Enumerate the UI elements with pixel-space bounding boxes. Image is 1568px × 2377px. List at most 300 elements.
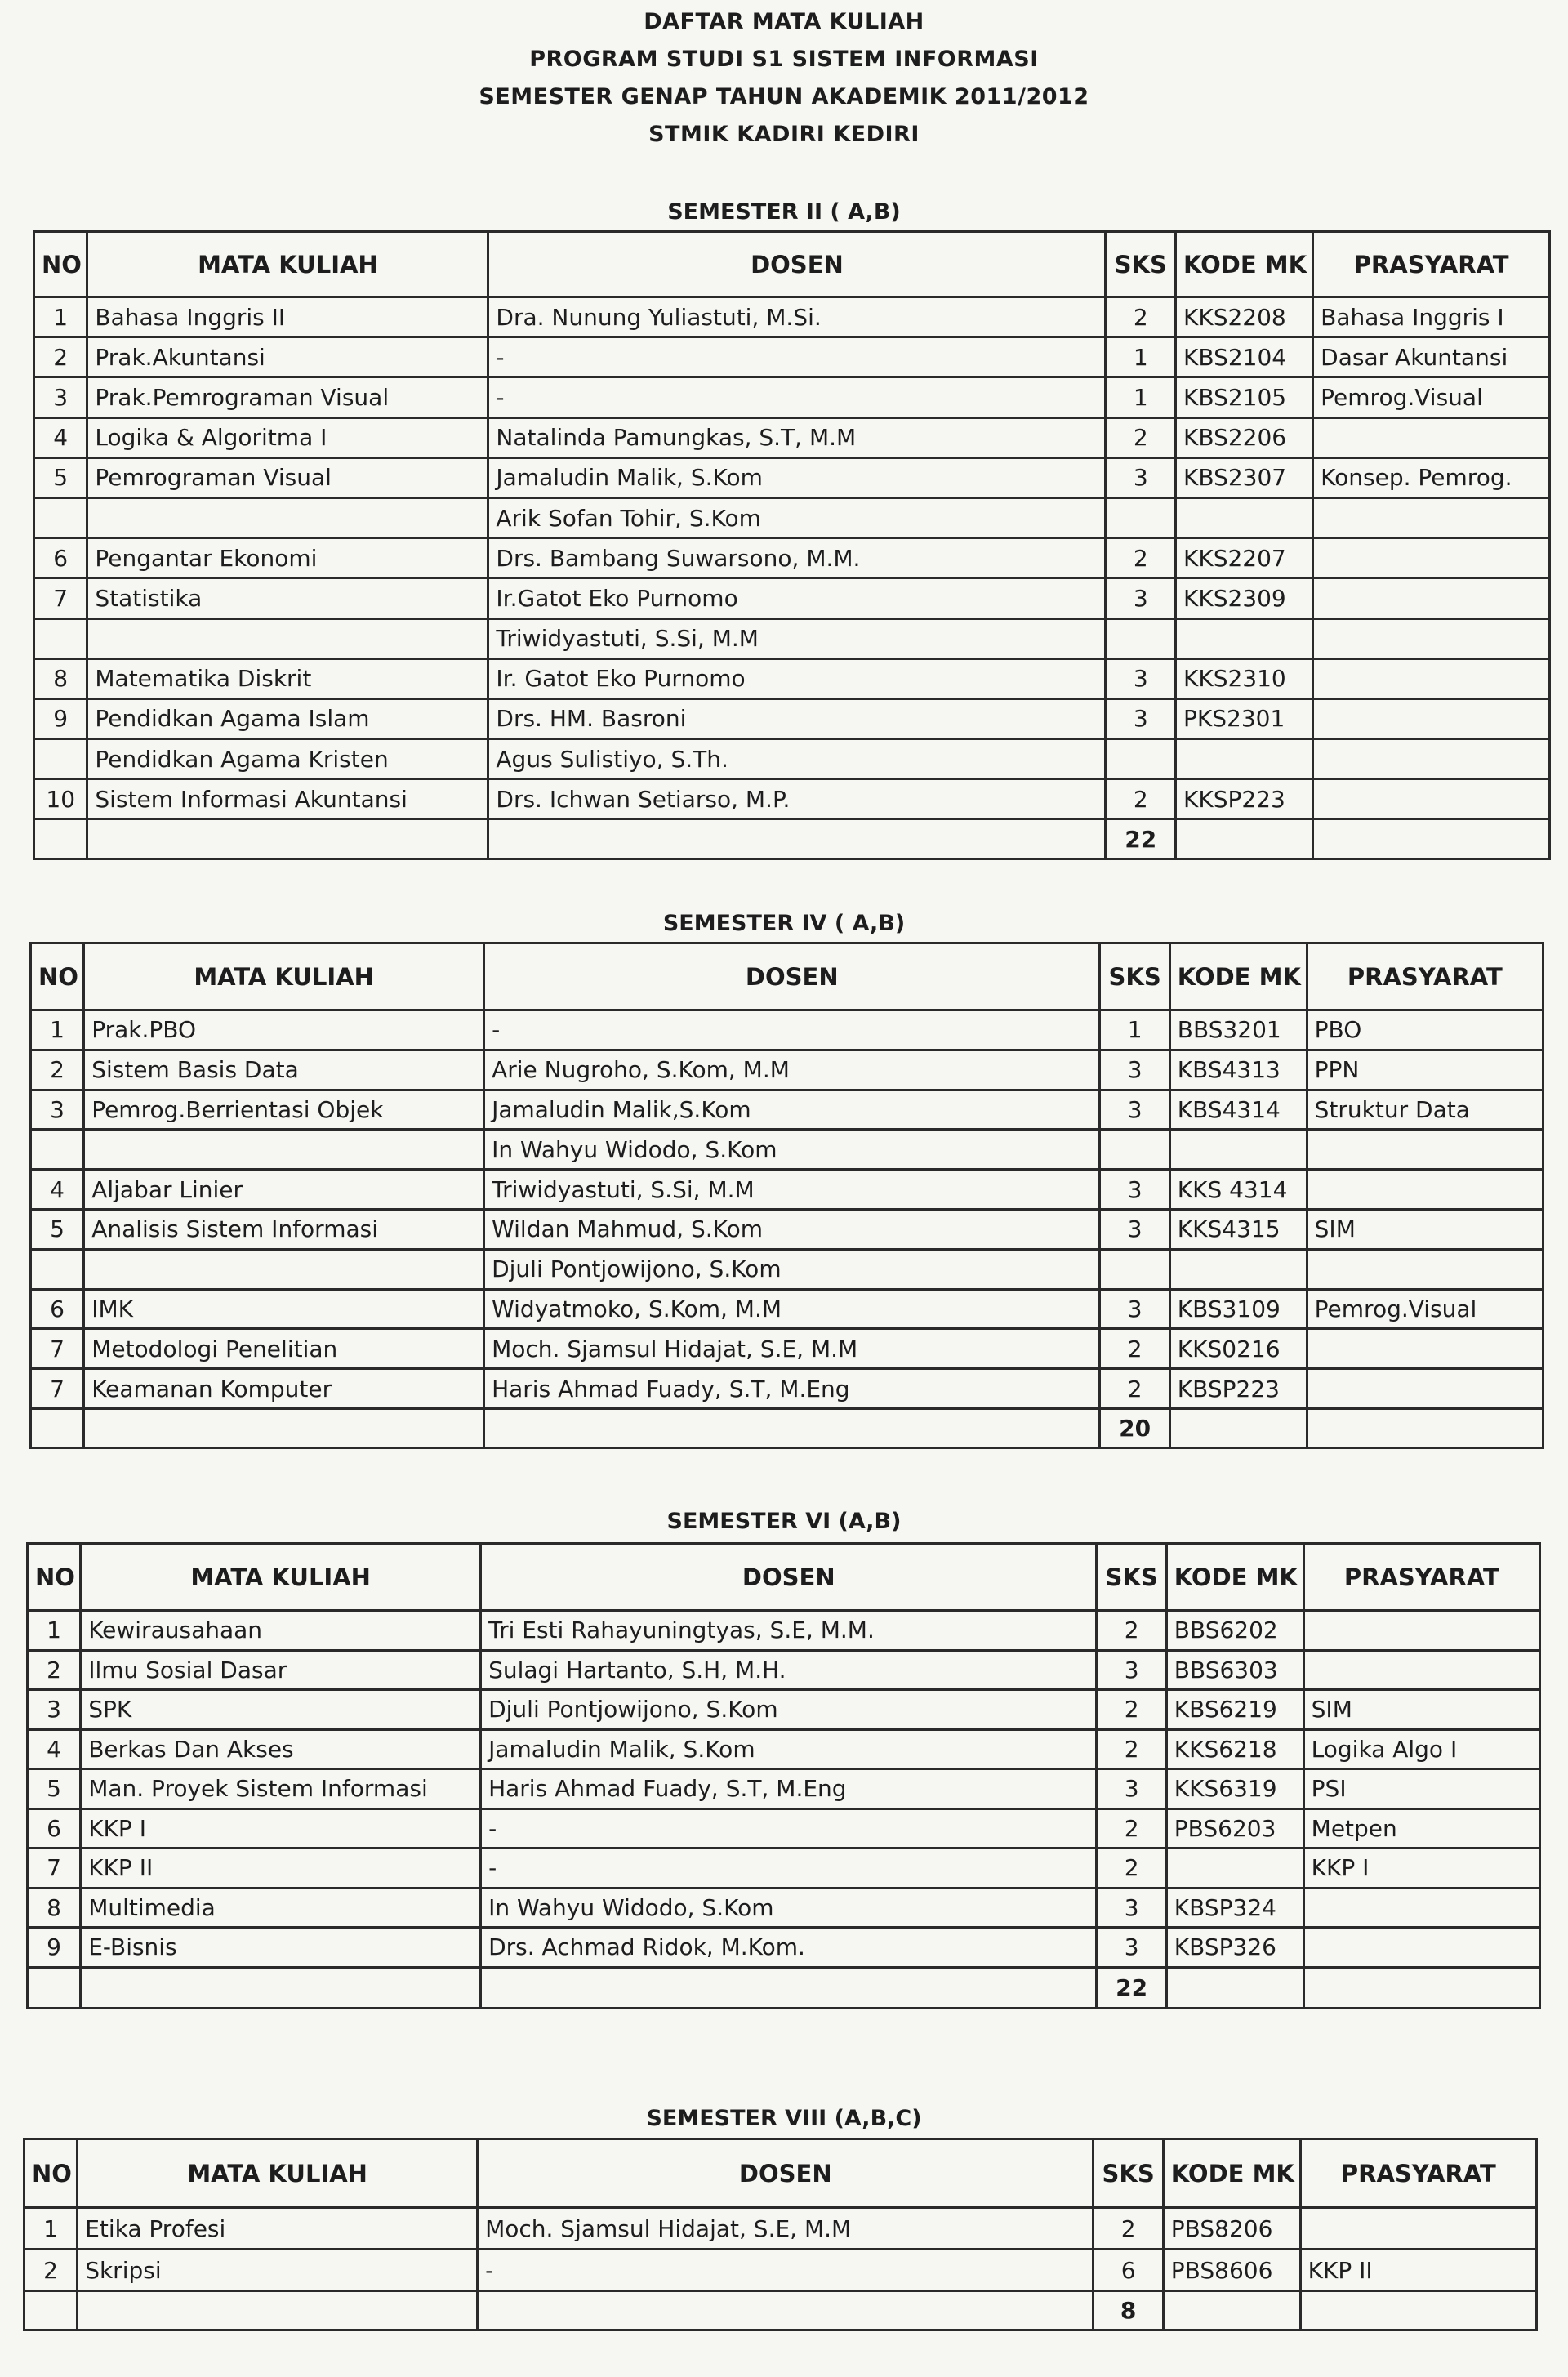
credits-value: 2 (1106, 538, 1176, 578)
course-code: KBS2104 (1175, 337, 1312, 377)
row-number: 1 (34, 297, 87, 337)
course-name: Berkas Dan Akses (81, 1729, 481, 1769)
prerequisite (1303, 1888, 1539, 1928)
prerequisite (1307, 1130, 1543, 1170)
table-row (28, 1650, 1540, 1690)
semester-table (29, 942, 1544, 1449)
credits-value (1106, 618, 1176, 658)
course-name: Multimedia (81, 1888, 481, 1928)
course-code: KKS6218 (1166, 1729, 1303, 1769)
row-number (31, 1130, 84, 1170)
course-name: Sistem Basis Data (84, 1050, 484, 1090)
lecturer-name: Arie Nugroho, S.Kom, M.M (484, 1050, 1100, 1090)
course-name: Pemrog.Berrientasi Objek (84, 1090, 484, 1130)
course-name (87, 618, 488, 658)
lecturer-name: Drs. HM. Basroni (488, 698, 1106, 738)
credits-value: 2 (1100, 1369, 1169, 1409)
row-number: 7 (34, 578, 87, 618)
table-row (34, 457, 1550, 497)
no-header: NO (34, 232, 87, 297)
lecturer-name: Djuli Pontjowijono, S.Kom (484, 1249, 1100, 1289)
table-row (31, 1289, 1544, 1329)
row-number: 1 (28, 1611, 81, 1651)
course-name: Pendidkan Agama Islam (87, 698, 488, 738)
course-code: KKSP223 (1175, 779, 1312, 819)
table-row (34, 658, 1550, 698)
lecturer-name: Ir. Gatot Eko Purnomo (488, 658, 1106, 698)
table-header-row (28, 1544, 1540, 1611)
empty-cell (78, 2291, 478, 2330)
lecturer-header: DOSEN (478, 2139, 1094, 2208)
semester-table (26, 1542, 1541, 2009)
credits-value: 2 (1094, 2208, 1163, 2250)
total-row (28, 1967, 1540, 2008)
row-number: 2 (31, 1050, 84, 1090)
table-row (28, 1928, 1540, 1968)
lecturer-name: Agus Sulistiyo, S.Th. (488, 739, 1106, 779)
empty-cell (1163, 2291, 1300, 2330)
row-number: 4 (34, 417, 87, 457)
prerequisite (1313, 618, 1550, 658)
code-header: KODE MK (1175, 232, 1312, 297)
semester-table (23, 2138, 1538, 2331)
row-number: 9 (34, 698, 87, 738)
row-number: 8 (34, 658, 87, 698)
row-number: 2 (34, 337, 87, 377)
empty-cell (488, 819, 1106, 859)
prerequisite (1313, 779, 1550, 819)
lecturer-name: Widyatmoko, S.Kom, M.M (484, 1289, 1100, 1329)
lecturer-name: - (481, 1808, 1097, 1849)
course-code: KKS2208 (1175, 297, 1312, 337)
prerequisite (1313, 538, 1550, 578)
semester-title: SEMESTER VIII (A,B,C) (646, 2106, 922, 2131)
prerequisite (1313, 739, 1550, 779)
course-code: PBS8206 (1163, 2208, 1300, 2250)
table-row (34, 779, 1550, 819)
course-code: KKS6319 (1166, 1769, 1303, 1809)
lecturer-header: DOSEN (484, 943, 1100, 1010)
course-code: KBS2307 (1175, 457, 1312, 497)
credits-value: 3 (1097, 1769, 1166, 1809)
prerequisite: Pemrog.Visual (1307, 1289, 1543, 1329)
course-header: MATA KULIAH (81, 1544, 481, 1611)
credits-value (1106, 497, 1176, 537)
table-row (31, 1209, 1544, 1249)
empty-cell (484, 1408, 1100, 1447)
row-number (31, 1249, 84, 1289)
empty-cell (1307, 1408, 1543, 1447)
course-name: Pendidkan Agama Kristen (87, 739, 488, 779)
empty-cell (478, 2291, 1094, 2330)
table-row (28, 1888, 1540, 1928)
credits-value: 2 (1097, 1729, 1166, 1769)
total-row (24, 2291, 1537, 2330)
course-header: MATA KULIAH (87, 232, 488, 297)
empty-cell (34, 819, 87, 859)
empty-cell (31, 1408, 84, 1447)
course-code: KBSP324 (1166, 1888, 1303, 1928)
credits-value (1100, 1130, 1169, 1170)
course-code: KBS2206 (1175, 417, 1312, 457)
credits-value (1106, 739, 1176, 779)
lecturer-name: Dra. Nunung Yuliastuti, M.Si. (488, 297, 1106, 337)
prerequisite (1313, 417, 1550, 457)
empty-cell (84, 1408, 484, 1447)
total-credits: 22 (1097, 1967, 1166, 2008)
credits-value: 3 (1100, 1050, 1169, 1090)
credits-value: 3 (1097, 1928, 1166, 1968)
course-name: SPK (81, 1690, 481, 1730)
prerequisite (1303, 1650, 1539, 1690)
lecturer-name: Wildan Mahmud, S.Kom (484, 1209, 1100, 1249)
prerequisite: Pemrog.Visual (1313, 377, 1550, 417)
lecturer-name: Arik Sofan Tohir, S.Kom (488, 497, 1106, 537)
credits-header: SKS (1094, 2139, 1163, 2208)
credits-value: 3 (1097, 1888, 1166, 1928)
course-code: KBS6219 (1166, 1690, 1303, 1730)
credits-value: 2 (1106, 417, 1176, 457)
empty-cell (1175, 819, 1312, 859)
semester-title: SEMESTER II ( A,B) (667, 199, 901, 225)
course-name: Etika Profesi (78, 2208, 478, 2250)
course-name: Sistem Informasi Akuntansi (87, 779, 488, 819)
course-name: Skripsi (78, 2250, 478, 2291)
credits-value: 2 (1106, 297, 1176, 337)
prerequisite (1313, 497, 1550, 537)
row-number: 3 (34, 377, 87, 417)
table-row (34, 417, 1550, 457)
total-credits: 20 (1100, 1408, 1169, 1447)
course-name: Pengantar Ekonomi (87, 538, 488, 578)
row-number (34, 497, 87, 537)
table-header-row (24, 2139, 1537, 2208)
table-row (31, 1369, 1544, 1409)
lecturer-name: Drs. Achmad Ridok, M.Kom. (481, 1928, 1097, 1968)
course-code: BBS6202 (1166, 1611, 1303, 1651)
semester-table (33, 230, 1551, 860)
credits-value: 2 (1097, 1808, 1166, 1849)
row-number: 5 (28, 1769, 81, 1809)
table-header-row (34, 232, 1550, 297)
row-number: 2 (24, 2250, 78, 2291)
row-number: 4 (31, 1170, 84, 1210)
row-number: 9 (28, 1928, 81, 1968)
credits-value: 1 (1100, 1010, 1169, 1050)
course-code: KBS4314 (1169, 1090, 1307, 1130)
lecturer-name: Natalinda Pamungkas, S.T, M.M (488, 417, 1106, 457)
credits-value: 3 (1100, 1090, 1169, 1130)
course-header: MATA KULIAH (84, 943, 484, 1010)
table-row (34, 337, 1550, 377)
row-number: 5 (31, 1209, 84, 1249)
lecturer-name: Triwidyastuti, S.Si, M.M (488, 618, 1106, 658)
row-number: 6 (34, 538, 87, 578)
total-credits: 22 (1106, 819, 1176, 859)
row-number: 5 (34, 457, 87, 497)
course-code: BBS3201 (1169, 1010, 1307, 1050)
course-name: Matematika Diskrit (87, 658, 488, 698)
course-name (87, 497, 488, 537)
course-code (1175, 739, 1312, 779)
credits-value: 2 (1097, 1849, 1166, 1889)
lecturer-name: - (478, 2250, 1094, 2291)
course-code: KKS2309 (1175, 578, 1312, 618)
lecturer-name: Haris Ahmad Fuady, S.T, M.Eng (484, 1369, 1100, 1409)
prerequisite: Logika Algo I (1303, 1729, 1539, 1769)
prerequisite: KKP I (1303, 1849, 1539, 1889)
lecturer-name: - (484, 1010, 1100, 1050)
credits-value: 3 (1097, 1650, 1166, 1690)
prerequisite (1313, 698, 1550, 738)
document-heading (0, 3, 1568, 154)
lecturer-name: Ir.Gatot Eko Purnomo (488, 578, 1106, 618)
prereq-header: PRASYARAT (1307, 943, 1543, 1010)
credits-value: 3 (1100, 1209, 1169, 1249)
prerequisite: PBO (1307, 1010, 1543, 1050)
lecturer-name: - (488, 377, 1106, 417)
code-header: KODE MK (1169, 943, 1307, 1010)
credits-value: 3 (1100, 1289, 1169, 1329)
heading-line-2: PROGRAM STUDI S1 SISTEM INFORMASI (529, 47, 1039, 72)
total-credits: 8 (1094, 2291, 1163, 2330)
prerequisite (1313, 578, 1550, 618)
empty-cell (24, 2291, 78, 2330)
table-row (34, 497, 1550, 537)
course-name: KKP I (81, 1808, 481, 1849)
prerequisite (1303, 1611, 1539, 1651)
credits-value: 3 (1100, 1170, 1169, 1210)
course-code: KBSP223 (1169, 1369, 1307, 1409)
lecturer-name: Drs. Ichwan Setiarso, M.P. (488, 779, 1106, 819)
table-row (34, 538, 1550, 578)
row-number: 7 (28, 1849, 81, 1889)
lecturer-name: In Wahyu Widodo, S.Kom (481, 1888, 1097, 1928)
prerequisite: Konsep. Pemrog. (1313, 457, 1550, 497)
total-row (31, 1408, 1544, 1447)
empty-cell (81, 1967, 481, 2008)
table-row (28, 1808, 1540, 1849)
row-number: 4 (28, 1729, 81, 1769)
row-number (34, 618, 87, 658)
table-row (28, 1611, 1540, 1651)
table-row (34, 578, 1550, 618)
lecturer-name: Moch. Sjamsul Hidajat, S.E, M.M (478, 2208, 1094, 2250)
table-row (28, 1690, 1540, 1730)
row-number: 1 (31, 1010, 84, 1050)
course-code: BBS6303 (1166, 1650, 1303, 1690)
course-code (1169, 1130, 1307, 1170)
course-name: Statistika (87, 578, 488, 618)
table-row (31, 1170, 1544, 1210)
row-number: 3 (28, 1690, 81, 1730)
empty-cell (1166, 1967, 1303, 2008)
prerequisite: SIM (1303, 1690, 1539, 1730)
no-header: NO (28, 1544, 81, 1611)
course-code: PBS6203 (1166, 1808, 1303, 1849)
credits-value (1100, 1249, 1169, 1289)
row-number: 6 (28, 1808, 81, 1849)
course-name: Aljabar Linier (84, 1170, 484, 1210)
semester-title: SEMESTER VI (A,B) (666, 1509, 902, 1534)
table-row (31, 1249, 1544, 1289)
course-name: Prak.Akuntansi (87, 337, 488, 377)
code-header: KODE MK (1163, 2139, 1300, 2208)
lecturer-name: Triwidyastuti, S.Si, M.M (484, 1170, 1100, 1210)
row-number: 2 (28, 1650, 81, 1690)
row-number: 7 (31, 1329, 84, 1369)
course-code: KBS4313 (1169, 1050, 1307, 1090)
course-code: KBSP326 (1166, 1928, 1303, 1968)
credits-value: 2 (1097, 1611, 1166, 1651)
course-name: Bahasa Inggris II (87, 297, 488, 337)
row-number: 7 (31, 1369, 84, 1409)
prerequisite (1300, 2208, 1536, 2250)
course-code: KKS 4314 (1169, 1170, 1307, 1210)
course-name: Prak.PBO (84, 1010, 484, 1050)
table-row (31, 1329, 1544, 1369)
lecturer-name: - (481, 1849, 1097, 1889)
lecturer-name: - (488, 337, 1106, 377)
empty-cell (1169, 1408, 1307, 1447)
empty-cell (1303, 1967, 1539, 2008)
table-header-row (31, 943, 1544, 1010)
course-name (84, 1130, 484, 1170)
credits-value: 1 (1106, 377, 1176, 417)
credits-value: 3 (1106, 457, 1176, 497)
prerequisite: KKP II (1300, 2250, 1536, 2291)
empty-cell (1313, 819, 1550, 859)
credits-value: 2 (1097, 1690, 1166, 1730)
empty-cell (481, 1967, 1097, 2008)
row-number: 10 (34, 779, 87, 819)
lecturer-name: Jamaludin Malik, S.Kom (481, 1729, 1097, 1769)
prerequisite (1307, 1249, 1543, 1289)
course-code: KKS2207 (1175, 538, 1312, 578)
course-name: E-Bisnis (81, 1928, 481, 1968)
course-code (1175, 497, 1312, 537)
prerequisite: Dasar Akuntansi (1313, 337, 1550, 377)
empty-cell (28, 1967, 81, 2008)
table-row (31, 1050, 1544, 1090)
prerequisite: Metpen (1303, 1808, 1539, 1849)
credits-header: SKS (1100, 943, 1169, 1010)
prereq-header: PRASYARAT (1313, 232, 1550, 297)
lecturer-header: DOSEN (488, 232, 1106, 297)
heading-line-3: SEMESTER GENAP TAHUN AKADEMIK 2011/2012 (479, 84, 1089, 109)
prerequisite (1313, 658, 1550, 698)
course-name: KKP II (81, 1849, 481, 1889)
heading-line-1: DAFTAR MATA KULIAH (644, 9, 924, 34)
lecturer-name: Haris Ahmad Fuady, S.T, M.Eng (481, 1769, 1097, 1809)
course-code: PBS8606 (1163, 2250, 1300, 2291)
course-name: Metodologi Penelitian (84, 1329, 484, 1369)
credits-value: 2 (1106, 779, 1176, 819)
credits-value: 6 (1094, 2250, 1163, 2291)
table-row (34, 698, 1550, 738)
lecturer-name: Jamaludin Malik, S.Kom (488, 457, 1106, 497)
table-row (34, 377, 1550, 417)
credits-value: 1 (1106, 337, 1176, 377)
row-number: 3 (31, 1090, 84, 1130)
prerequisite: PPN (1307, 1050, 1543, 1090)
row-number: 1 (24, 2208, 78, 2250)
lecturer-header: DOSEN (481, 1544, 1097, 1611)
table-row (28, 1849, 1540, 1889)
prereq-header: PRASYARAT (1300, 2139, 1536, 2208)
heading-line-4: STMIK KADIRI KEDIRI (648, 122, 920, 147)
course-code: KKS2310 (1175, 658, 1312, 698)
course-name (84, 1249, 484, 1289)
table-row (28, 1729, 1540, 1769)
course-code: PKS2301 (1175, 698, 1312, 738)
table-row (28, 1769, 1540, 1809)
course-name: IMK (84, 1289, 484, 1329)
course-name: Logika & Algoritma I (87, 417, 488, 457)
no-header: NO (31, 943, 84, 1010)
empty-cell (87, 819, 488, 859)
table-row (24, 2250, 1537, 2291)
course-code (1175, 618, 1312, 658)
course-code: KKS4315 (1169, 1209, 1307, 1249)
credits-value: 3 (1106, 658, 1176, 698)
row-number: 8 (28, 1888, 81, 1928)
course-code (1169, 1249, 1307, 1289)
table-row (31, 1090, 1544, 1130)
course-name: Pemrograman Visual (87, 457, 488, 497)
course-name: Prak.Pemrograman Visual (87, 377, 488, 417)
prerequisite: Bahasa Inggris I (1313, 297, 1550, 337)
table-row (34, 297, 1550, 337)
lecturer-name: Jamaludin Malik,S.Kom (484, 1090, 1100, 1130)
total-row (34, 819, 1550, 859)
course-header: MATA KULIAH (78, 2139, 478, 2208)
code-header: KODE MK (1166, 1544, 1303, 1611)
table-row (34, 618, 1550, 658)
table-row (34, 739, 1550, 779)
course-name: Analisis Sistem Informasi (84, 1209, 484, 1249)
lecturer-name: Sulagi Hartanto, S.H, M.H. (481, 1650, 1097, 1690)
lecturer-name: In Wahyu Widodo, S.Kom (484, 1130, 1100, 1170)
prerequisite: PSI (1303, 1769, 1539, 1809)
prerequisite (1303, 1928, 1539, 1968)
table-row (31, 1010, 1544, 1050)
prerequisite (1307, 1170, 1543, 1210)
prerequisite (1307, 1369, 1543, 1409)
prerequisite: SIM (1307, 1209, 1543, 1249)
table-row (24, 2208, 1537, 2250)
lecturer-name: Drs. Bambang Suwarsono, M.M. (488, 538, 1106, 578)
course-name: Man. Proyek Sistem Informasi (81, 1769, 481, 1809)
prerequisite (1307, 1329, 1543, 1369)
no-header: NO (24, 2139, 78, 2208)
course-code (1166, 1849, 1303, 1889)
course-name: Keamanan Komputer (84, 1369, 484, 1409)
credits-value: 3 (1106, 578, 1176, 618)
course-name: Kewirausahaan (81, 1611, 481, 1651)
table-row (31, 1130, 1544, 1170)
course-code: KBS2105 (1175, 377, 1312, 417)
credits-value: 3 (1106, 698, 1176, 738)
lecturer-name: Tri Esti Rahayuningtyas, S.E, M.M. (481, 1611, 1097, 1651)
row-number (34, 739, 87, 779)
lecturer-name: Djuli Pontjowijono, S.Kom (481, 1690, 1097, 1730)
prereq-header: PRASYARAT (1303, 1544, 1539, 1611)
course-code: KBS3109 (1169, 1289, 1307, 1329)
credits-value: 2 (1100, 1329, 1169, 1369)
credits-header: SKS (1106, 232, 1176, 297)
prerequisite: Struktur Data (1307, 1090, 1543, 1130)
